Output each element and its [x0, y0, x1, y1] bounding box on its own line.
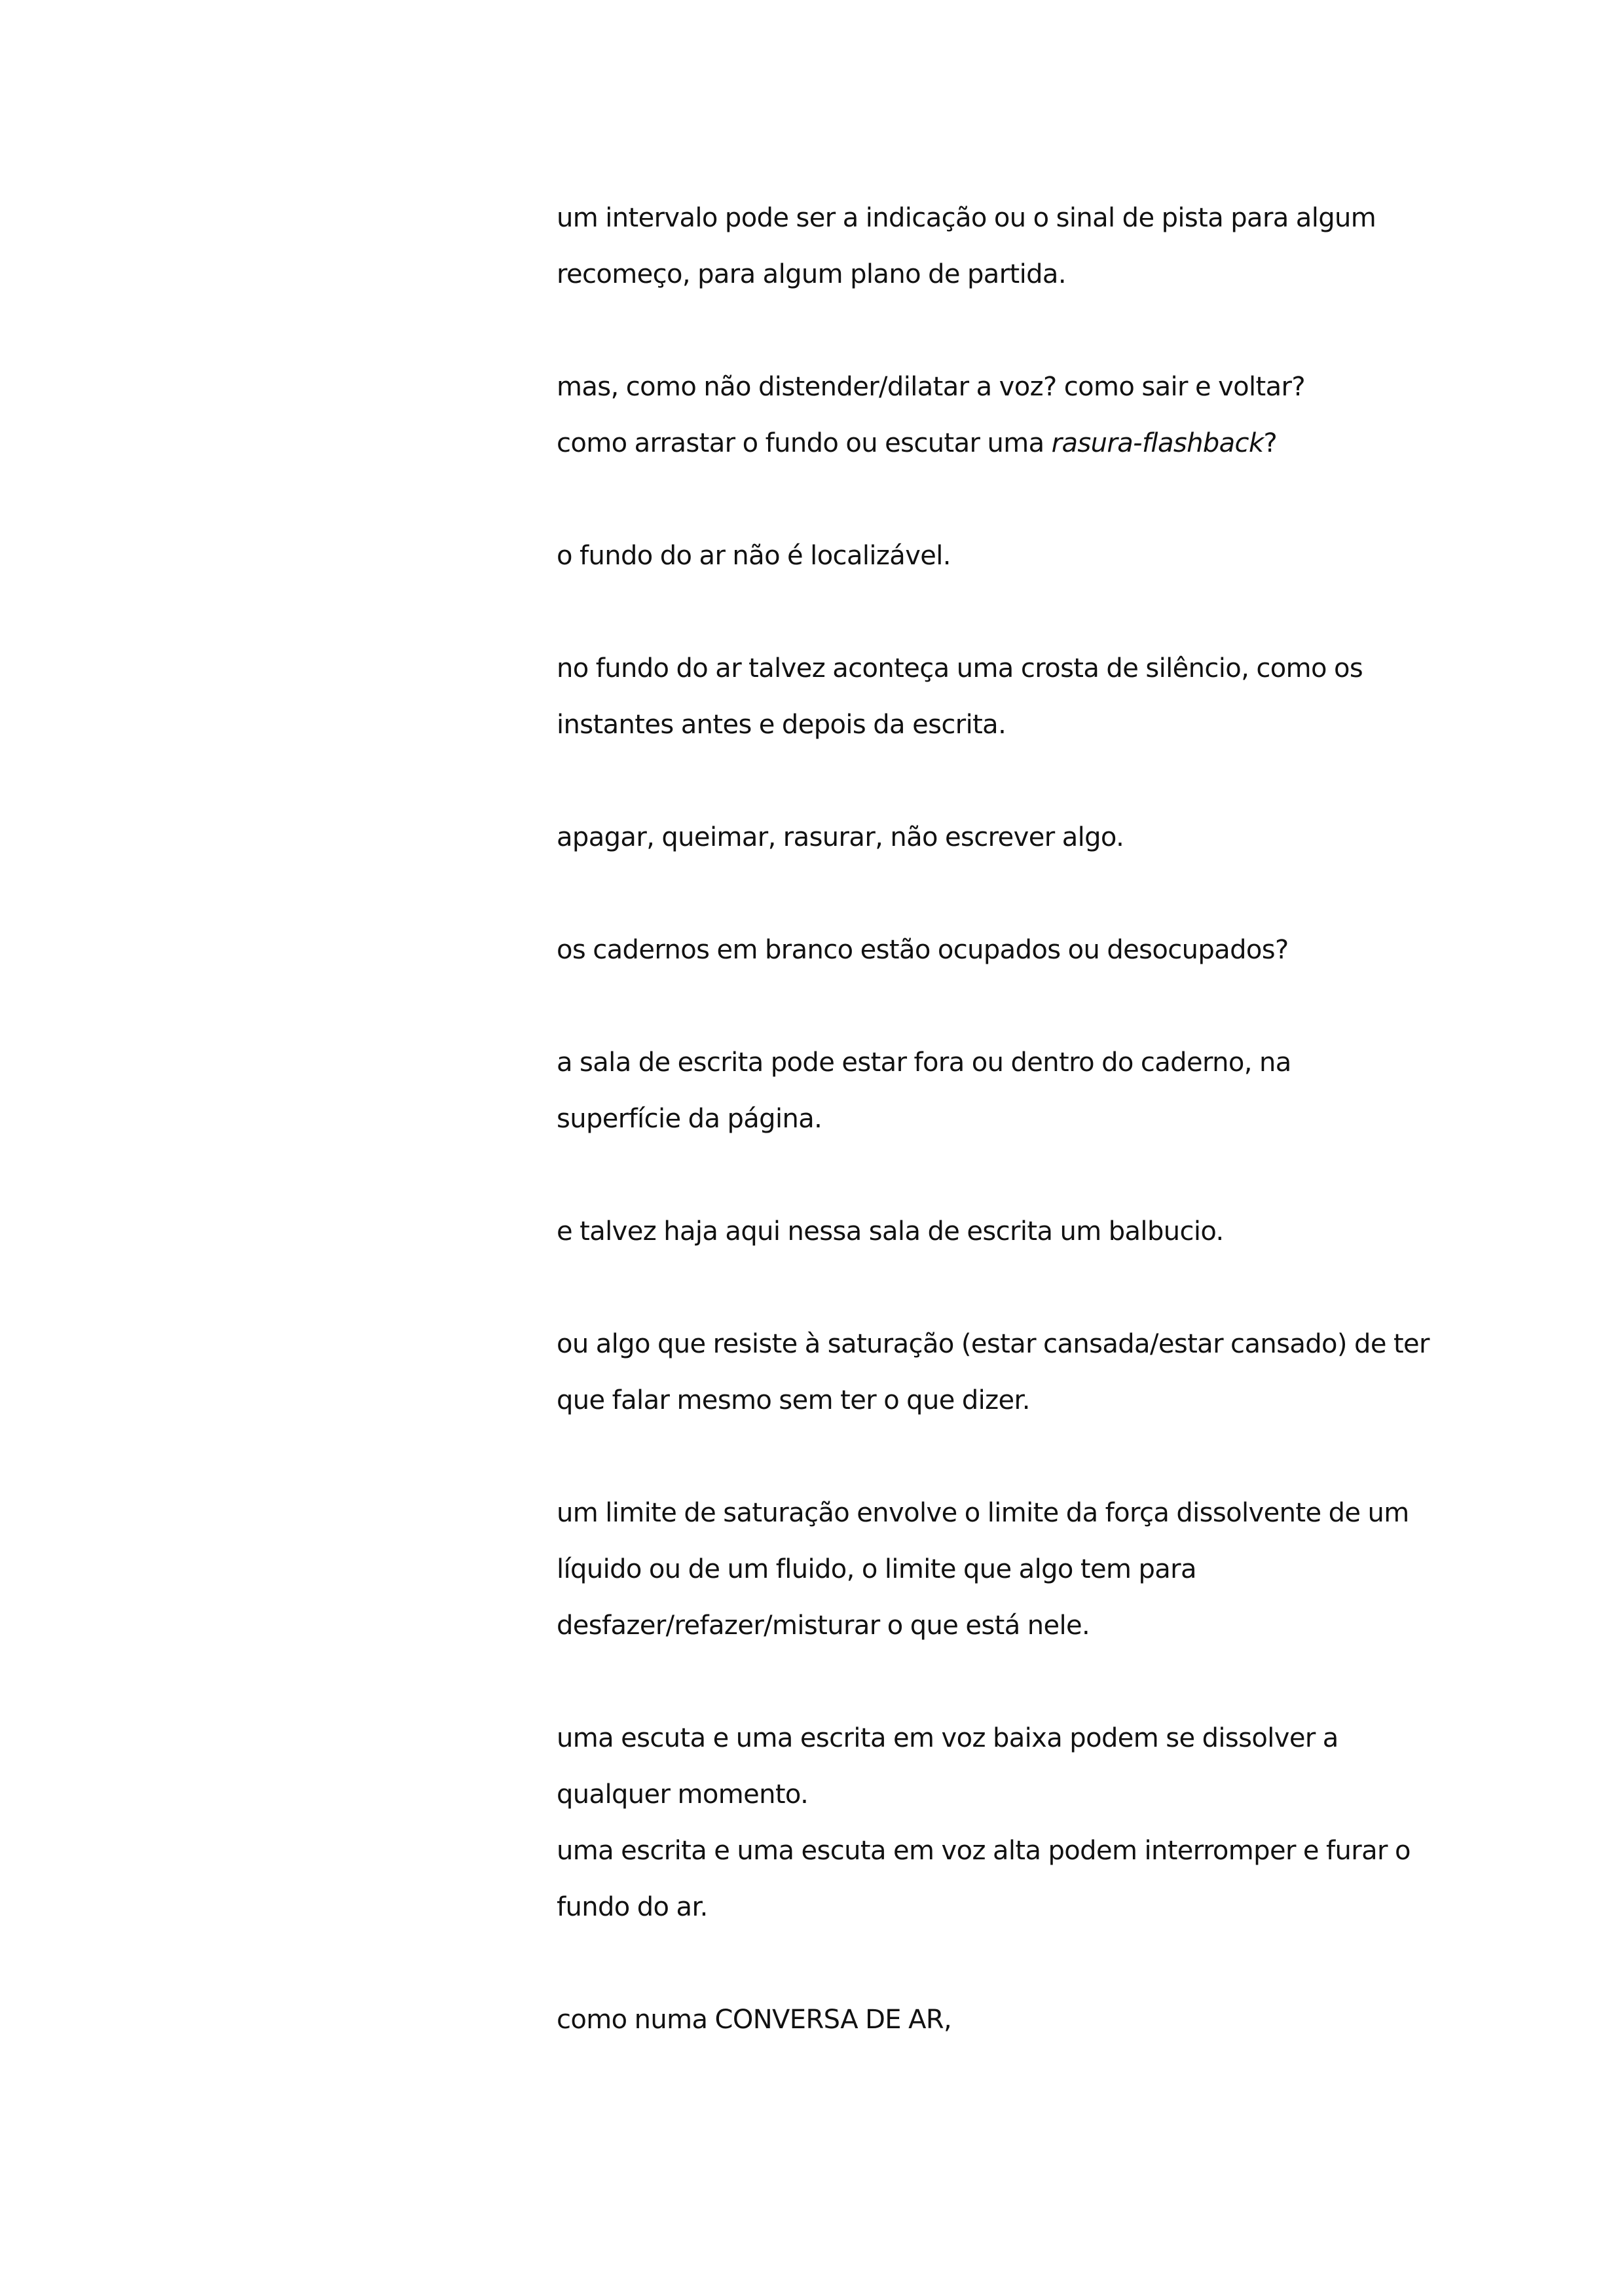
- paragraph-spacer: [557, 1260, 1421, 1316]
- paragraph-11-line-1: uma escuta e uma escrita em voz baixa podem se dissolver a: [557, 1723, 1338, 1753]
- paragraph-2-line-2: [557, 415, 1421, 471]
- italic-term: rasura-flashback: [1051, 428, 1264, 458]
- paragraph-spacer: [557, 471, 1421, 528]
- paragraph-9-line-1: ou algo que resiste à saturação (estar cansada/estar cansado) de ter: [557, 1329, 1430, 1359]
- paragraph-3-line-1: o fundo do ar não é localizável.: [557, 541, 951, 571]
- paragraph-spacer: [557, 978, 1421, 1034]
- paragraph-10-line-1: um limite de saturação envolve o limite da força dissolvente de um: [557, 1498, 1409, 1528]
- paragraph-8-line-1: e talvez haja aqui nessa sala de escrita um balbucio.: [557, 1216, 1224, 1247]
- paragraph-1-line-2: recomeço, para algum plano de partida.: [557, 259, 1066, 289]
- paragraph-1-line-1: um intervalo pode ser a indicação ou o sinal de pista para algum: [557, 203, 1376, 233]
- paragraph-4-line-2: instantes antes e depois da escrita.: [557, 710, 1006, 740]
- paragraph-12-line-1: como numa CONVERSA DE AR,: [557, 2005, 952, 2035]
- paragraph-4-line-1: no fundo do ar talvez aconteça uma crosta de silêncio, como os: [557, 653, 1363, 683]
- paragraph-2-line-1: mas, como não distender/dilatar a voz? como sair e voltar?: [557, 372, 1306, 402]
- paragraph-11-line-2: qualquer momento.: [557, 1779, 809, 1810]
- paragraph-spacer: [557, 866, 1421, 922]
- paragraph-spacer: [557, 302, 1421, 359]
- paragraph-5-line-1: apagar, queimar, rasurar, não escrever algo.: [557, 822, 1124, 852]
- paragraph-spacer: [557, 1429, 1421, 1485]
- paragraph-9-line-2: que falar mesmo sem ter o que dizer.: [557, 1385, 1030, 1415]
- paragraph-spacer: [557, 584, 1421, 640]
- paragraph-11-line-3: uma escrita e uma escuta em voz alta podem interromper e furar o: [557, 1836, 1411, 1866]
- paragraph-7-line-2: superfície da página.: [557, 1104, 822, 1134]
- paragraph-10-line-2: líquido ou de um fluido, o limite que algo tem para: [557, 1554, 1196, 1584]
- paragraph-2-line-2-end: ?: [1263, 428, 1278, 458]
- paragraph-spacer: [557, 1935, 1421, 1992]
- paragraph-11-line-4: fundo do ar.: [557, 1892, 708, 1922]
- paragraph-10-line-3: desfazer/refazer/misturar o que está nele.: [557, 1611, 1090, 1641]
- paragraph-2-line-2-start: como arrastar o fundo ou escutar uma: [557, 428, 1052, 458]
- paragraph-spacer: [557, 1654, 1421, 1710]
- poem-text: [557, 190, 1430, 2048]
- paragraph-spacer: [557, 753, 1421, 809]
- paragraph-7-line-1: a sala de escrita pode estar fora ou dentro do caderno, na: [557, 1048, 1291, 1078]
- paragraph-6-line-1: os cadernos em branco estão ocupados ou desocupados?: [557, 935, 1289, 965]
- paragraph-spacer: [557, 1147, 1421, 1203]
